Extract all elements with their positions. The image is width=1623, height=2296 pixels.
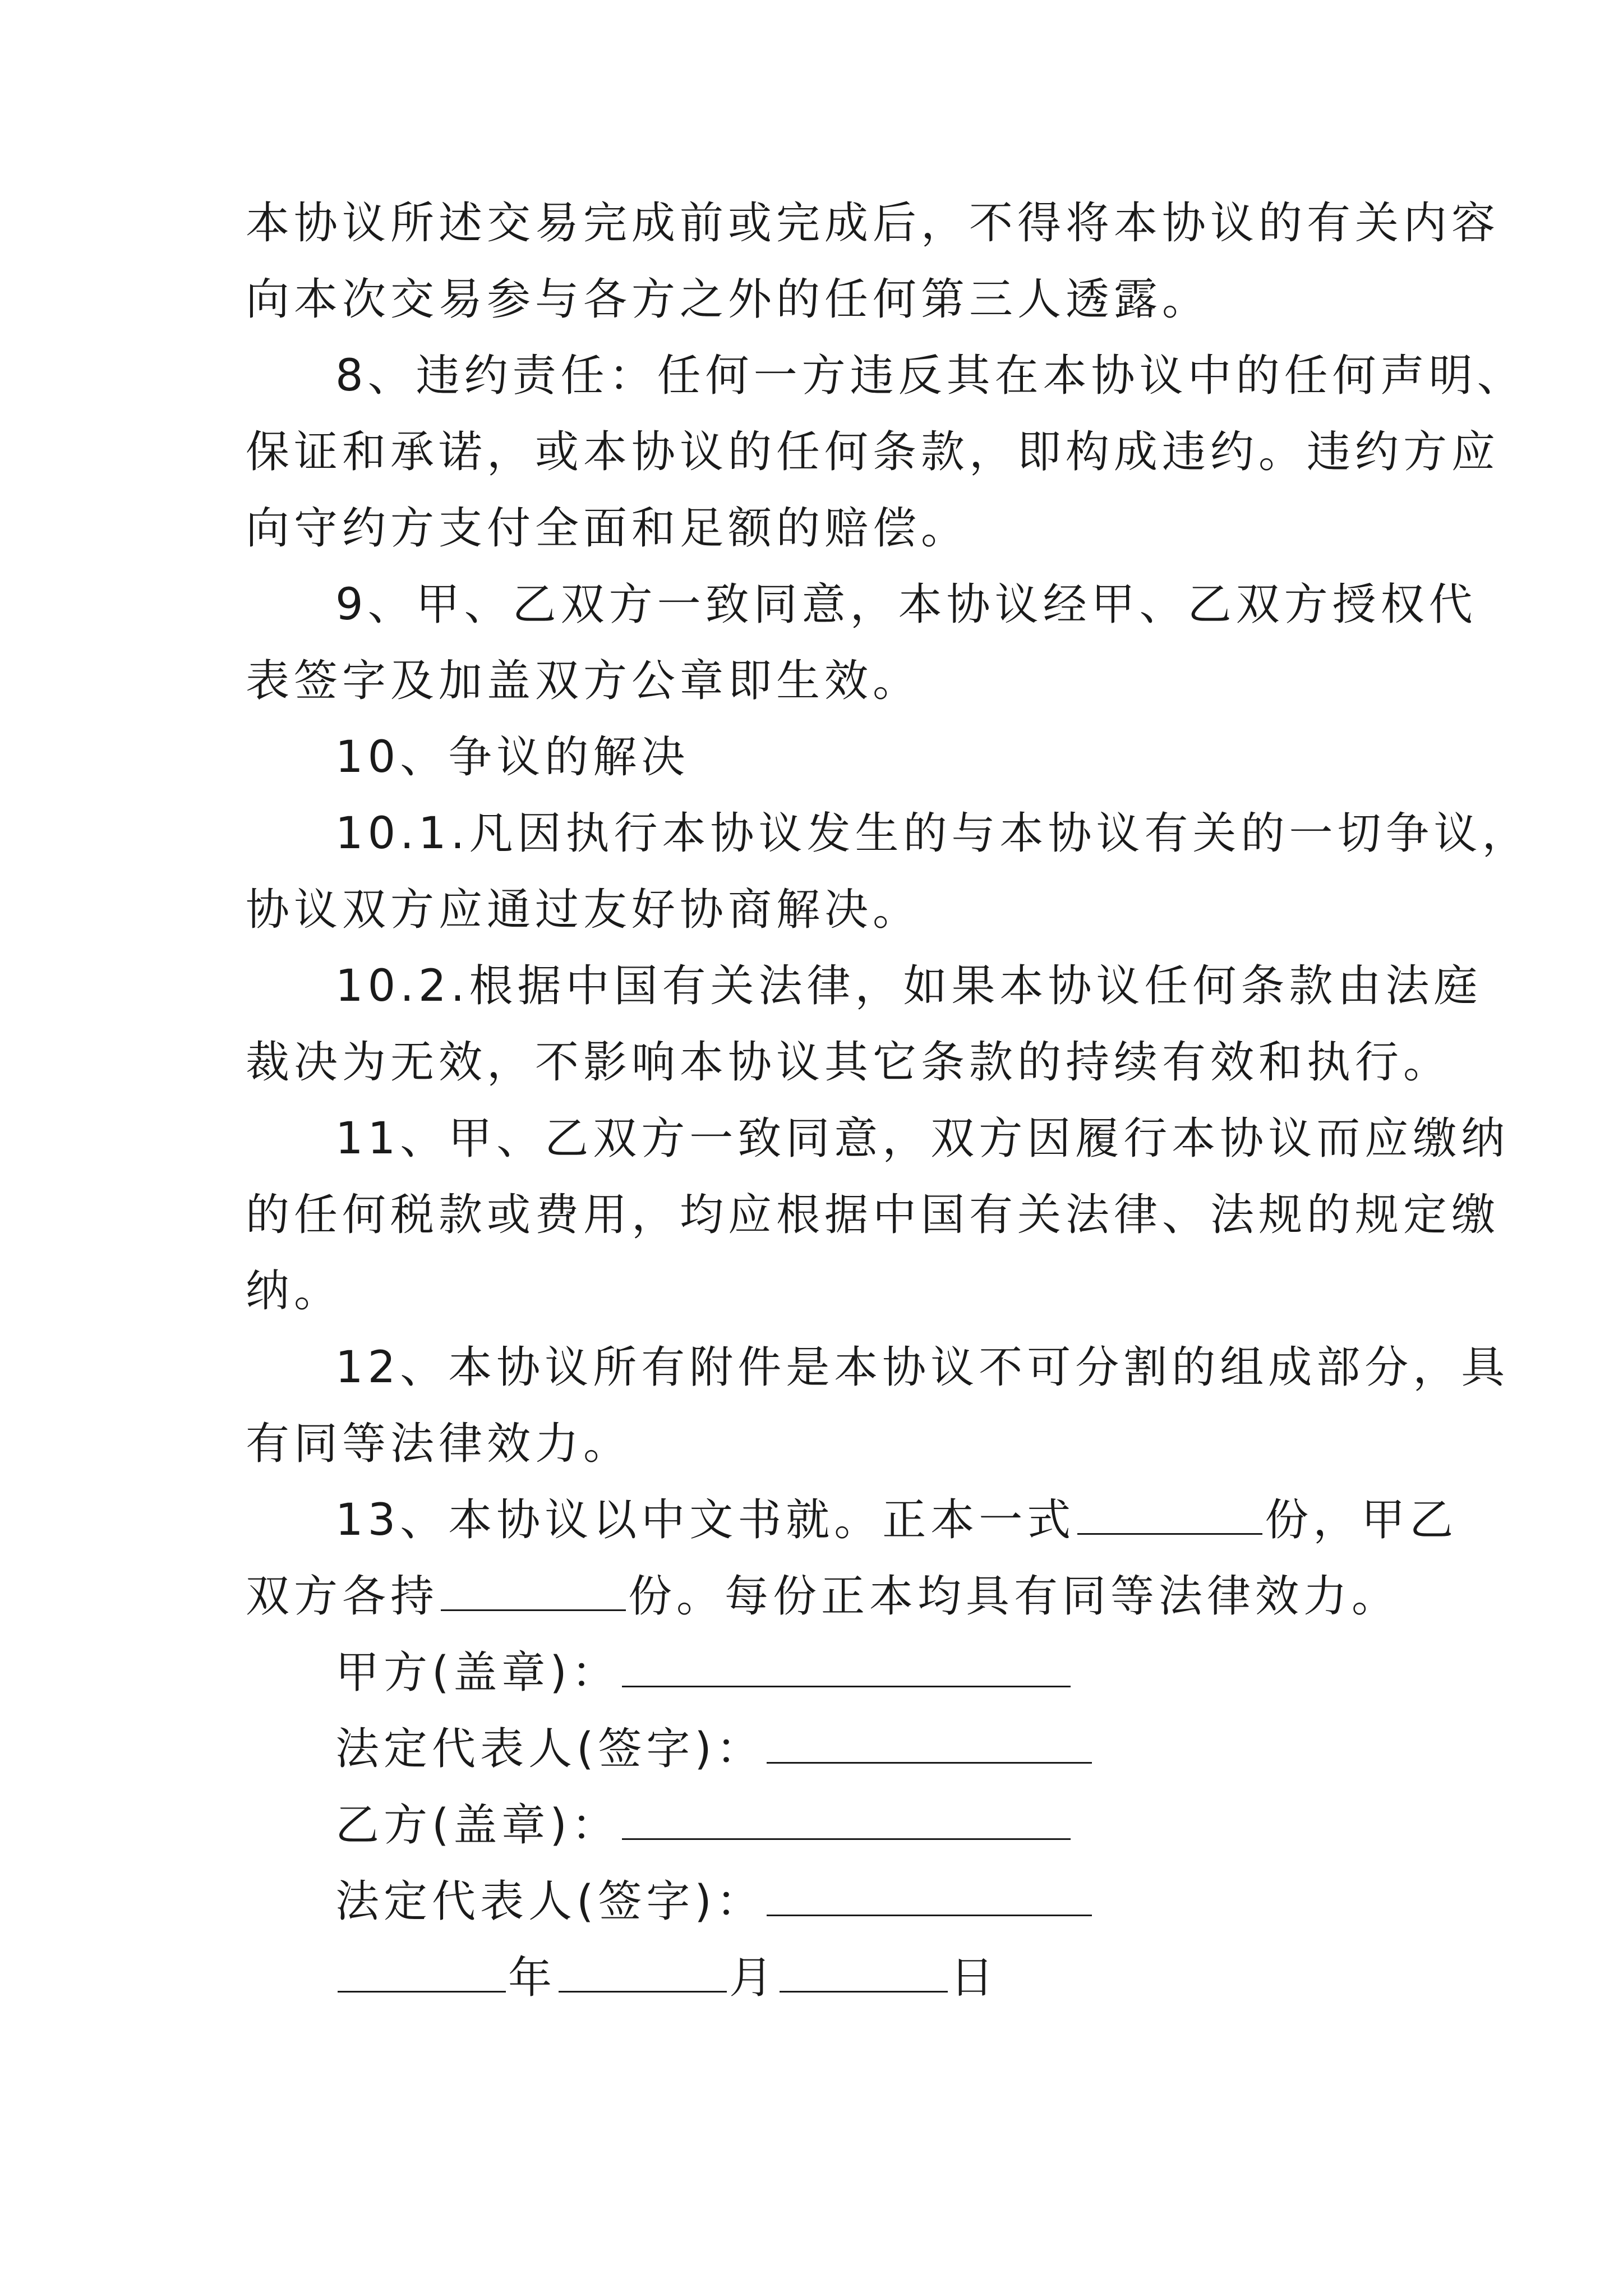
text-line: 本协议所述交易完成前或完成后，不得将本协议的有关内容 — [246, 198, 1500, 249]
year-blank[interactable] — [338, 1952, 506, 1993]
text-line: 裁决为无效，不影响本协议其它条款的持续有效和执行。 — [246, 1037, 1452, 1088]
clause-12-line: 12、本协议所有附件是本协议不可分割的组成部分，具 — [335, 1342, 1510, 1393]
clause-13-text: 13、本协议以中文书就。正本一式 — [335, 1495, 1076, 1545]
party-b-rep-label: 法定代表人(签字)： — [335, 1876, 764, 1927]
text-line: 向本次交易参与各方之外的任何第三人透露。 — [246, 274, 1211, 325]
copies-total-blank[interactable] — [1077, 1494, 1262, 1535]
text-line — [246, 1558, 1412, 1635]
text-line: 协议双方应通过友好协商解决。 — [246, 885, 921, 935]
text-line: 保证和承诺，或本协议的任何条款，即构成违约。违约方应 — [246, 427, 1500, 477]
clause-10-1-line: 10.1.凡因执行本协议发生的与本协议有关的一切争议， — [335, 808, 1530, 859]
clause-13-text: 份，甲乙 — [1265, 1495, 1458, 1545]
year-label: 年 — [508, 1953, 557, 2003]
party-a-rep-blank[interactable] — [767, 1723, 1092, 1764]
clause-11-line: 11、甲、乙双方一致同意，双方因履行本协议而应缴纳 — [335, 1114, 1510, 1164]
clause-13-line — [246, 1482, 1458, 1558]
text-line: 有同等法律效力。 — [246, 1419, 632, 1469]
document-body — [246, 185, 1530, 2016]
party-a-seal-row — [246, 1635, 1412, 1711]
clause-10-heading: 10、争议的解决 — [335, 732, 690, 783]
clause-13-text: 份。每份正本均具有同等法律效力。 — [628, 1571, 1400, 1622]
clause-13-text: 双方各持 — [246, 1571, 439, 1622]
clause-10-2-line: 10.2.根据中国有关法律，如果本协议任何条款由法庭 — [335, 961, 1482, 1011]
party-a-seal-label: 甲方(盖章)： — [335, 1648, 620, 1698]
party-b-rep-blank[interactable] — [767, 1875, 1092, 1916]
date-row — [246, 1940, 1412, 2016]
party-a-seal-blank[interactable] — [622, 1646, 1071, 1687]
copies-each-blank[interactable] — [441, 1570, 626, 1611]
text-line: 向守约方支付全面和足额的赔偿。 — [246, 503, 970, 554]
party-b-seal-row — [246, 1787, 1412, 1864]
month-label: 月 — [729, 1953, 778, 2003]
party-b-rep-row — [246, 1864, 1412, 1940]
text-line: 的任何税款或费用，均应根据中国有关法律、法规的规定缴 — [246, 1190, 1500, 1240]
day-label: 日 — [950, 1953, 999, 2003]
text-line: 纳。 — [246, 1266, 343, 1317]
party-b-seal-label: 乙方(盖章)： — [335, 1800, 620, 1851]
party-b-seal-blank[interactable] — [622, 1799, 1071, 1840]
day-blank[interactable] — [780, 1952, 948, 1993]
party-a-rep-label: 法定代表人(签字)： — [335, 1724, 764, 1774]
month-blank[interactable] — [559, 1952, 727, 1993]
party-a-rep-row — [246, 1711, 1412, 1787]
clause-8-line: 8、违约责任：任何一方违反其在本协议中的任何声明、 — [335, 351, 1525, 401]
clause-9-line: 9、甲、乙双方一致同意，本协议经甲、乙双方授权代 — [335, 579, 1477, 630]
text-line: 表签字及加盖双方公章即生效。 — [246, 656, 921, 706]
